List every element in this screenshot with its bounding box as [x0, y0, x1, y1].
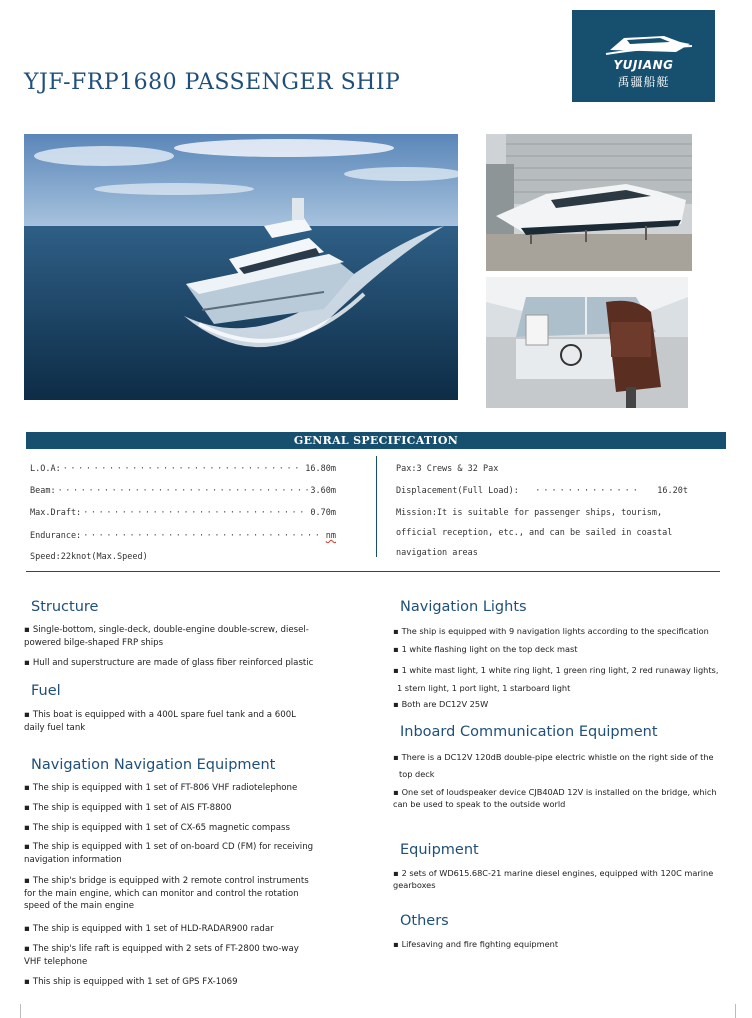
spec-pax: Pax:3 Crews & 32 Pax [396, 464, 499, 474]
nav-equipment-item-8-text: This ship is equipped with 1 set of GPS FX-1069 [32, 977, 238, 987]
nav-lights-item-4-text: Both are DC12V 25W [401, 699, 489, 709]
spec-draft-label: Max.Draft: [30, 508, 82, 518]
inboard-item-1-line2: top deck [399, 769, 435, 779]
bullet-icon: ▪ [24, 783, 30, 793]
nav-equipment-item-1 [24, 782, 344, 795]
spec-speed: Speed:22knot(Max.Speed) [30, 552, 148, 562]
bullet-icon: ▪ [24, 944, 30, 954]
nav-equipment-item-6-text: The ship is equipped with 1 set of HLD-RADAR900 radar [32, 924, 274, 934]
inboard-item-2-line1: One set of loudspeaker device CJB40AD 12V is installed on the bridge, which [401, 787, 717, 797]
others-item-1 [393, 938, 738, 951]
inboard-item-1 [393, 749, 738, 783]
equipment-item-1 [393, 868, 727, 891]
heading-equipment: Equipment [400, 842, 479, 858]
bullet-icon: ▪ [393, 644, 399, 654]
nav-equipment-item-5-line1: The ship's bridge is equipped with 2 remote control instruments [32, 876, 309, 886]
nav-equipment-item-7 [24, 943, 334, 968]
bullet-icon: ▪ [393, 665, 399, 675]
spec-mission-line3: navigation areas [396, 548, 478, 558]
spec-mission-line1: Mission:It is suitable for passenger ships, tourism, [396, 508, 663, 518]
inboard-item-2-line2: can be used to speak to the outside world [393, 798, 566, 809]
bullet-icon: ▪ [24, 823, 30, 833]
leader-dots [83, 531, 324, 541]
photo-bridge-interior [486, 277, 688, 408]
leader-dots [83, 508, 308, 518]
spec-beam-value: 3.60m [310, 486, 336, 496]
bullet-icon: ▪ [24, 710, 30, 720]
nav-equipment-item-5-line2: for the main engine, which can monitor and control the rotation [24, 888, 299, 899]
nav-equipment-item-6 [24, 923, 344, 936]
spec-bottom-rule [26, 571, 720, 572]
bullet-icon: ▪ [24, 803, 30, 813]
nav-lights-item-1 [393, 625, 738, 638]
spec-beam-row [30, 486, 336, 496]
photo-boat-on-shore [486, 134, 692, 271]
bullet-icon: ▪ [24, 625, 30, 635]
spec-endurance-value: nm [325, 531, 336, 541]
heading-others: Others [400, 913, 449, 929]
spec-loa-row [30, 464, 336, 474]
bullet-icon: ▪ [24, 924, 30, 934]
heading-nav-lights: Navigation Lights [400, 599, 527, 615]
spec-endurance-label: Endurance: [30, 531, 82, 541]
nav-equipment-item-2 [24, 802, 344, 815]
structure-item-1-line1: Single-bottom, single-deck, double-engine double-screw, diesel- [32, 625, 309, 635]
spec-draft-value: 0.70m [310, 508, 336, 518]
nav-lights-item-2-text: 1 white flashing light on the top deck mast [401, 644, 578, 654]
heading-nav-equipment: Navigation Navigation Equipment [31, 757, 276, 773]
nav-lights-item-3-line1: 1 white mast light, 1 white ring light, 1 green ring light, 2 red runaway lights, [401, 665, 719, 675]
spec-heading-bar: GENRAL SPECIFICATION [26, 432, 726, 449]
nav-equipment-item-5-line3: speed of the main engine [24, 901, 135, 911]
spec-loa-value: 16.80m [305, 464, 336, 474]
leader-dots [63, 464, 304, 474]
structure-item-2 [24, 657, 344, 670]
nav-equipment-item-2-text: The ship is equipped with 1 set of AIS FT-8800 [32, 803, 232, 813]
bullet-icon: ▪ [393, 787, 399, 797]
spec-mission-line2: official reception, etc., and can be sailed in coastal [396, 528, 673, 538]
others-item-1-text: Lifesaving and fire fighting equipment [401, 939, 559, 949]
page-title: YJF-FRP1680 PASSENGER SHIP [24, 70, 401, 95]
inboard-item-1-line1: There is a DC12V 120dB double-pipe electric whistle on the right side of the [401, 752, 714, 762]
logo-wordmark: YUJIANG [613, 58, 674, 72]
nav-equipment-item-1-text: The ship is equipped with 1 set of FT-806 VHF radiotelephone [32, 783, 298, 793]
structure-item-1-line2: powered bilge-shaped FRP ships [24, 637, 164, 648]
crop-mark [20, 1004, 21, 1018]
leader-dots [58, 486, 309, 496]
spec-beam-label: Beam: [30, 486, 56, 496]
spec-loa-label: L.O.A: [30, 464, 61, 474]
nav-equipment-item-8 [24, 976, 344, 989]
nav-equipment-item-7-line2: VHF telephone [24, 956, 88, 967]
nav-lights-item-4 [393, 698, 738, 711]
bullet-icon: ▪ [24, 876, 30, 886]
structure-item-1 [24, 624, 334, 649]
spec-displacement-value: 16.20t [657, 486, 688, 496]
inboard-item-2 [393, 787, 727, 810]
nav-lights-item-3-line2: 1 stern light, 1 port light, 1 starboard light [397, 683, 571, 693]
fuel-item-1-line2: daily fuel tank [24, 722, 86, 733]
spec-draft-row [30, 508, 336, 518]
bullet-icon: ▪ [24, 842, 30, 852]
equipment-item-1-line1: 2 sets of WD615.68C-21 marine diesel engines, equipped with 120C marine [401, 868, 714, 878]
structure-item-2-text: Hull and superstructure are made of glass fiber reinforced plastic [32, 658, 314, 668]
fuel-item-1 [24, 709, 334, 734]
nav-equipment-item-4 [24, 841, 334, 866]
nav-lights-item-3 [393, 661, 738, 697]
heading-fuel: Fuel [31, 683, 61, 699]
bullet-icon: ▪ [393, 699, 399, 709]
leader-dots: ············· [535, 486, 641, 496]
nav-lights-item-2 [393, 643, 738, 656]
heading-structure: Structure [31, 599, 99, 615]
bullet-icon: ▪ [24, 658, 30, 668]
bullet-icon: ▪ [393, 939, 399, 949]
nav-equipment-item-4-line2: navigation information [24, 854, 122, 865]
spec-displacement-label: Displacement(Full Load): [396, 486, 519, 496]
bullet-icon: ▪ [393, 626, 399, 636]
nav-equipment-item-7-line1: The ship's life raft is equipped with 2 sets of FT-2800 two-way [32, 944, 299, 954]
nav-equipment-item-5 [24, 875, 334, 913]
logo-chinese-name: 禹疆船艇 [617, 75, 670, 89]
main-photo-yacht [24, 134, 458, 400]
spec-endurance-row [30, 531, 336, 541]
bullet-icon: ▪ [393, 868, 399, 878]
nav-equipment-item-3 [24, 822, 344, 835]
spec-displacement-row [396, 486, 688, 496]
nav-equipment-item-4-line1: The ship is equipped with 1 set of on-board CD (FM) for receiving [32, 842, 314, 852]
nav-equipment-item-3-text: The ship is equipped with 1 set of CX-65 magnetic compass [32, 823, 290, 833]
nav-lights-item-1-text: The ship is equipped with 9 navigation lights according to the specification [401, 626, 709, 636]
fuel-item-1-line1: This boat is equipped with a 400L spare fuel tank and a 600L [32, 710, 296, 720]
company-logo [572, 10, 715, 102]
equipment-item-1-line2: gearboxes [393, 879, 436, 890]
bullet-icon: ▪ [393, 752, 399, 762]
crop-mark [735, 1004, 736, 1018]
heading-inboard-communication: Inboard Communication Equipment [400, 724, 658, 740]
bullet-icon: ▪ [24, 977, 30, 987]
spec-divider [376, 456, 377, 557]
